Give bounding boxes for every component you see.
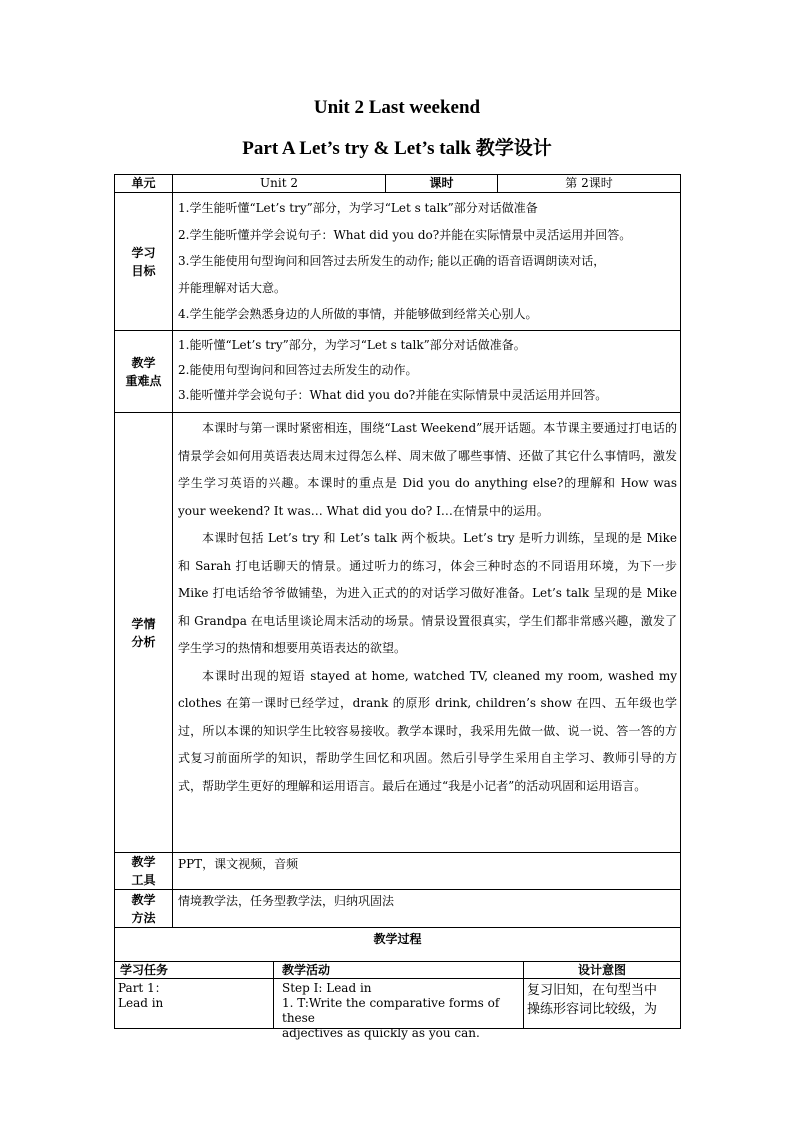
- col-task-header: 学习任务: [115, 962, 274, 978]
- period-value: 第 2课时: [498, 175, 681, 192]
- analysis-paragraph: 本课时出现的短语 stayed at home, watched TV, cleaned my room, washed my clothes 在第一课时已经学过，drank 的原形 drink, children’s show 在四、五年级也学过，所以本课的知识学生比较容易接收。教学本课时，我采用先做一做、说一说、答一答的方式复习前面所学的知识，帮助学生回忆和巩固。然后引导学生采用自主学习、教师引导的方式，帮助学生更好的理解和运用语言。最后在通过“我是小记者”的活动巩固和运用语言。: [178, 668, 677, 793]
- key-points-content: [173, 331, 681, 412]
- goals-label: 学习 目标: [115, 193, 173, 330]
- methods-label: 教学 方法: [115, 890, 173, 927]
- unit-value: Unit 2: [173, 175, 386, 192]
- goal-line: 并能理解对话大意。: [178, 280, 287, 295]
- analysis-paragraph: 本课时包括 Let’s try 和 Let’s talk 两个板块。Let’s try 是听力训练，呈现的是 Mike 和 Sarah 打电话聊天的情景。通过听力的练习，体会三种时态的不同语用环境，为下一步 Mike 打电话给爷爷做铺垫，为进入正式的的对话学习做好准备。Let’s talk 呈现的是 Mike 和 Grandpa 在电话里谈论周末活动的场景。情景设置很真实，学生们都非常感兴趣，激发了学生学习的热情和想要用英语表达的欲望。: [178, 531, 677, 655]
- intent-cell: 复习旧知，在句型当中 操练形容词比较级，为: [524, 979, 681, 1028]
- goal-line: 4.学生能学会熟悉身边的人所做的事情，并能够做到经常关心别人。: [178, 307, 538, 321]
- document-title: Unit 2 Last weekend: [313, 97, 481, 118]
- goal-line: 2.学生能听懂并学会说句子：What did you do?并能在实际情景中灵活运用并回答。: [178, 227, 632, 242]
- analysis-row: [115, 413, 681, 853]
- key-points-row: [115, 331, 681, 413]
- lesson-plan-table: [114, 174, 681, 1040]
- goals-row: [115, 193, 681, 331]
- analysis-paragraph: 本课时与第一课时紧密相连，围绕“Last Weekend”展开话题。本节课主要通过打电话的情景学会如何用英语表达周末过得怎么样、周末做了哪些事情、还做了其它什么事情吗，激发学生学习英语的兴趣。本课时的重点是 Did you do anything else?的理解和 How was your weekend? It was… What did you do? I…在情景中的运用。: [178, 421, 677, 518]
- key-point-line: 1.能听懂“Let’s try”部分，为学习“Let s talk”部分对话做准备。: [178, 338, 526, 352]
- goal-line: 3.学生能使用句型询问和回答过去所发生的动作; 能以正确的语音语调朗读对话，: [178, 254, 606, 268]
- key-points-label: 教学 重难点: [115, 331, 173, 412]
- analysis-label: 学情 分析: [115, 413, 173, 852]
- activity-cell: Step I: Lead in 1. T:Write the comparative forms of these adjectives as quickly as you can.: [274, 979, 524, 1028]
- analysis-content: [173, 413, 681, 852]
- tools-row: [115, 853, 681, 890]
- col-intent-header: 设计意图: [524, 962, 681, 978]
- goals-content: [173, 193, 681, 330]
- tools-value: PPT，课文视频，音频: [173, 853, 681, 889]
- process-heading: 教学过程: [115, 928, 681, 961]
- key-point-line: 3.能听懂并学会说句子：What did you do?并能在实际情景中灵活运用并回答。: [178, 388, 608, 402]
- document-subtitle: Part A Let’s try & Let’s talk 教学设计: [242, 138, 552, 159]
- key-point-line: 2.能使用句型询问和回答过去所发生的动作。: [178, 363, 418, 377]
- methods-value: 情境教学法，任务型教学法，归纳巩固法: [173, 890, 681, 927]
- process-heading-row: [115, 928, 681, 962]
- methods-row: [115, 890, 681, 928]
- unit-label: 单元: [115, 175, 173, 192]
- period-label: 课时: [386, 175, 498, 192]
- tools-label: 教学 工具: [115, 853, 173, 889]
- table-row: [115, 979, 681, 1040]
- info-row: [115, 175, 681, 193]
- process-header-row: [115, 962, 681, 979]
- col-activity-header: 教学活动: [274, 962, 524, 978]
- goal-line: 1.学生能听懂“Let’s try”部分，为学习“Let s talk”部分对话做准备: [178, 201, 538, 215]
- task-cell: Part 1： Lead in: [115, 979, 274, 1028]
